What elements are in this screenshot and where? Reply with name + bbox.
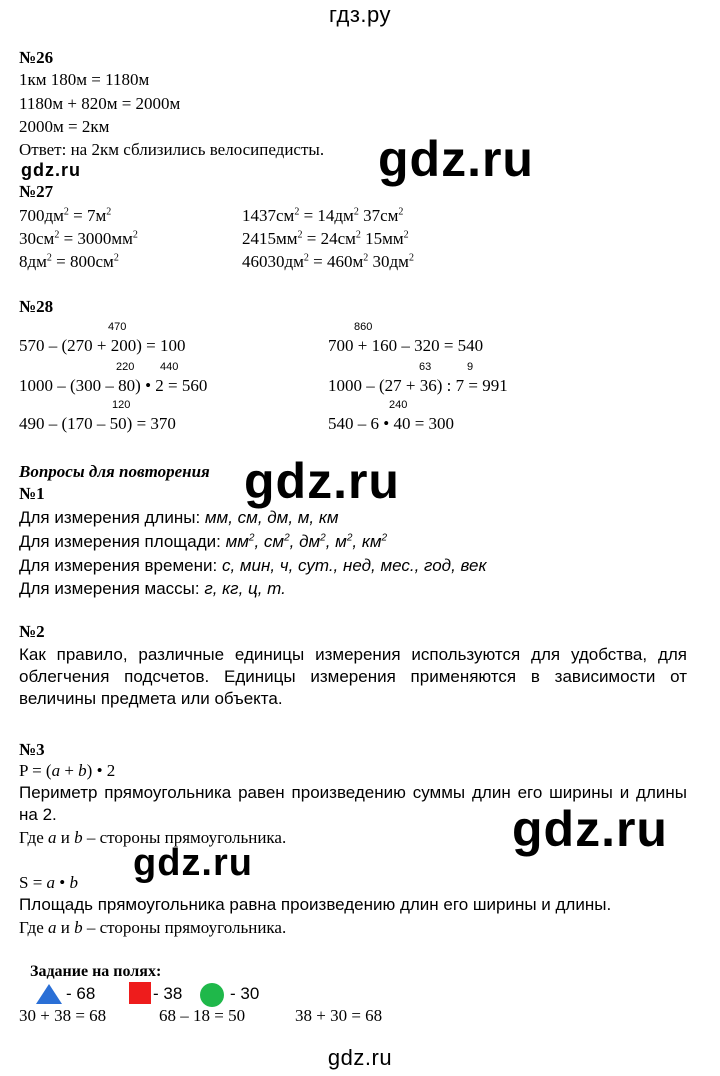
- watermark: gdz.ru: [378, 131, 534, 187]
- task27-a2: $30см^2 = 3000мм^2$: [19, 229, 138, 248]
- circle-icon: [199, 982, 225, 1008]
- task28-b1: 700 + 160 – 320 = 540: [328, 336, 484, 355]
- q3-perimeter-text: Периметр прямоугольника равен произведению суммы длин его ширины и длины на 2.: [19, 783, 687, 824]
- q1-time: Для измерения времени: с, мин, ч, сут., нед, мес., год, век: [19, 556, 487, 575]
- task28-title: №28: [19, 297, 54, 316]
- q1-area: Для измерения площади: $мм^2$, $см^2$, $дм^2$, $м^2$, $км^2$: [19, 532, 388, 551]
- q3-where2: Где a и b – стороны прямоугольника.: [19, 918, 287, 937]
- task28-a1: 570 – (270 + 200) = 100: [19, 336, 186, 355]
- q2-text: Как правило, различные единицы измерения используются для удобства, для облегчения подсчетов. Единицы измерения применяются в зависимости от величины предмета или объекта.: [19, 645, 687, 708]
- q3-title: №3: [19, 740, 45, 759]
- q3-perimeter-formula: P = (a + b) • 2: [19, 761, 116, 780]
- watermark: gdz.ru: [512, 801, 668, 857]
- watermark: gdz.ru: [244, 453, 400, 509]
- q1-title: №1: [19, 484, 45, 503]
- square-value: - 38: [153, 984, 183, 1003]
- watermark-small: gdz.ru: [21, 160, 81, 180]
- task26-answer: Ответ: на 2км сблизились велосипедисты.: [19, 140, 325, 159]
- task27-b2: $2415мм^2 = 24см^2$ $15мм^2$: [242, 229, 409, 248]
- margin-eq1: 30 + 38 = 68: [19, 1006, 107, 1025]
- task27-a1: $700дм^2 = 7м^2$: [19, 206, 112, 225]
- task27-title: №27: [19, 182, 54, 201]
- task26-line1: 1км 180м = 1180м: [19, 70, 150, 89]
- task28-a2-intermediate1: 220: [116, 361, 135, 373]
- task28-a3-intermediate: 120: [112, 399, 131, 411]
- circle-value: - 30: [230, 984, 260, 1003]
- q3-area-formula: S = a • b: [19, 873, 78, 892]
- task28-b1-intermediate: 860: [354, 321, 373, 333]
- q3-area-text: Площадь прямоугольника равна произведению длин его ширины и длины.: [19, 895, 612, 914]
- task28-a2: 1000 – (300 – 80) • 2 = 560: [19, 376, 208, 395]
- q2-title: №2: [19, 622, 45, 641]
- q3-where1: Где a и b – стороны прямоугольника.: [19, 828, 287, 847]
- q1-mass: Для измерения массы: г, кг, ц, т.: [19, 579, 286, 598]
- task28-a1-intermediate: 470: [108, 321, 127, 333]
- margin-eq2: 68 – 18 = 50: [159, 1006, 246, 1025]
- q1-length: Для измерения длины: мм, см, дм, м, км: [19, 508, 339, 527]
- task28-b3-intermediate: 240: [389, 399, 408, 411]
- triangle-value: - 68: [66, 984, 96, 1003]
- watermark: gdz.ru: [133, 842, 253, 884]
- task26-line2: 1180м + 820м = 2000м: [19, 94, 181, 113]
- site-footer: gdz.ru: [327, 1045, 393, 1070]
- task27-b3: $46030дм^2 = 460м^2$ $30дм^2$: [242, 252, 414, 271]
- task28-b2-intermediate1: 63: [419, 361, 432, 373]
- margin-eq3: 38 + 30 = 68: [295, 1006, 383, 1025]
- task26-title: №26: [19, 48, 54, 67]
- task28-b3: 540 – 6 • 40 = 300: [328, 414, 455, 433]
- task28-b2-intermediate2: 9: [467, 361, 474, 373]
- square-icon: [129, 982, 151, 1004]
- task27-b1: $1437см^2 = 14дм^2$ $37см^2$: [242, 206, 404, 225]
- task27-a3: $8дм^2 = 800см^2$: [19, 252, 119, 271]
- review-title: Вопросы для повторения: [19, 462, 210, 481]
- task28-a3: 490 – (170 – 50) = 370: [19, 414, 176, 433]
- margin-task-title: Задание на полях:: [30, 963, 162, 980]
- task28-a2-intermediate2: 440: [160, 361, 179, 373]
- task28-b2: 1000 – (27 + 36) : 7 = 991: [328, 376, 508, 395]
- triangle-icon: [35, 983, 63, 1005]
- task26-line3: 2000м = 2км: [19, 117, 110, 136]
- site-header: гдз.ру: [328, 2, 392, 27]
